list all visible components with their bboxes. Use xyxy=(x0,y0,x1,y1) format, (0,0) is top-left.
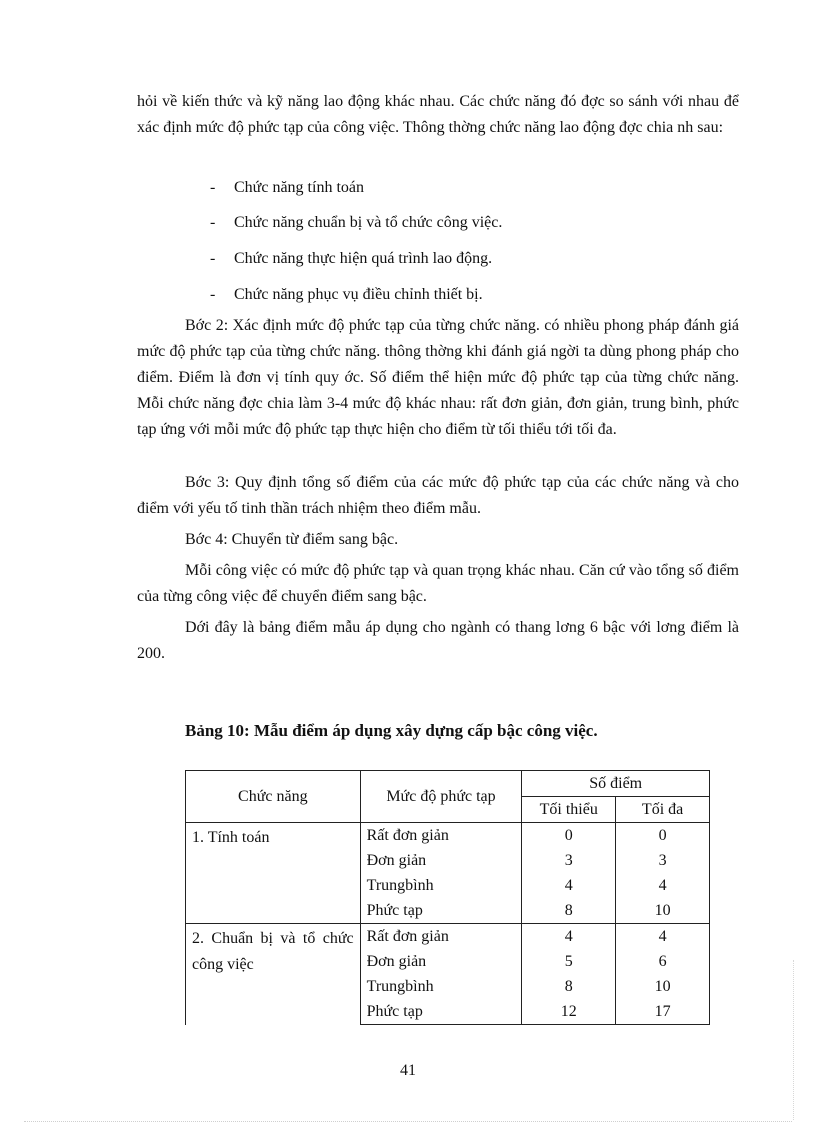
table-row xyxy=(186,924,710,950)
bullet-text: Chức năng phục vụ điều chỉnh thiết bị. xyxy=(234,286,483,303)
level-cell: Phức tạp xyxy=(360,898,522,924)
table-row xyxy=(186,823,710,849)
table-header-row xyxy=(186,771,710,797)
min-cell: 4 xyxy=(522,924,616,950)
max-cell: 17 xyxy=(616,999,710,1025)
paragraph-intro: hỏi về kiến thức và kỹ năng lao động khác nhau. Các chức năng đó đợc so sánh với nhau để xác định mức độ phức tạp của công việc. Thông thờng chức năng lao động đợc chia nh sau: xyxy=(137,93,739,136)
paragraph-step-2: Bớc 2: Xác định mức độ phức tạp của từng chức năng. có nhiều phong pháp đánh giá mức độ phức tạp của từng chức năng. thông thờng khi đánh giá ngời ta dùng phong pháp cho điểm. Điểm là đơn vị tính quy ớc. Số điểm thể hiện mức độ phức tạp của từng chức năng. Mỗi chức năng đợc chia làm 3-4 mức độ khác nhau: rất đơn giản, đơn giản, trung bình, phức tạp ứng với mỗi mức độ phức tạp thực hiện cho điểm từ tối thiểu tới tối đa. xyxy=(137,317,739,438)
level-cell: Đơn giản xyxy=(360,848,522,873)
function-cell: 2. Chuẩn bị và tổ chức công việc xyxy=(186,924,361,1025)
page-number: 41 xyxy=(400,1062,416,1079)
bullet-mark: - xyxy=(210,179,216,196)
bullet-mark: - xyxy=(210,286,216,303)
paragraph-step-3: Bớc 3: Quy định tổng số điểm của các mức độ phức tạp của các chức năng và cho điểm với yếu tố tinh thần trách nhiệm theo điểm mẫu. xyxy=(137,474,739,517)
function-cell: 1. Tính toán xyxy=(186,823,361,924)
level-cell: Rất đơn giản xyxy=(360,924,522,950)
bullet-item xyxy=(210,284,483,306)
max-cell: 10 xyxy=(616,898,710,924)
level-cell: Rất đơn giản xyxy=(360,823,522,849)
max-cell: 10 xyxy=(616,974,710,999)
bullet-text: Chức năng chuẩn bị và tổ chức công việc. xyxy=(234,214,503,231)
min-cell: 3 xyxy=(522,848,616,873)
min-cell: 4 xyxy=(522,873,616,898)
min-cell: 8 xyxy=(522,974,616,999)
max-cell: 0 xyxy=(616,823,710,849)
paragraph-table-intro: Dới đây là bảng điểm mẫu áp dụng cho ngành có thang lơng 6 bậc với lơng điểm là 200. xyxy=(137,619,739,662)
page-edge-divider xyxy=(793,960,794,1120)
min-cell: 8 xyxy=(522,898,616,924)
level-cell: Đơn giản xyxy=(360,949,522,974)
paragraph-step-4: Bớc 4: Chuyển từ điểm sang bậc. xyxy=(185,531,399,548)
level-cell: Phức tạp xyxy=(360,999,522,1025)
points-table xyxy=(185,770,710,1025)
min-cell: 12 xyxy=(522,999,616,1025)
max-cell: 3 xyxy=(616,848,710,873)
min-cell: 5 xyxy=(522,949,616,974)
level-cell: Trungbình xyxy=(360,974,522,999)
table-caption: Bảng 10: Mẫu điểm áp dụng xây dựng cấp bậc công việc. xyxy=(185,721,598,740)
page-edge-divider xyxy=(24,1121,792,1122)
bullet-mark: - xyxy=(210,214,216,231)
max-cell: 4 xyxy=(616,873,710,898)
bullet-text: Chức năng tính toán xyxy=(234,179,364,196)
max-cell: 4 xyxy=(616,924,710,950)
bullet-mark: - xyxy=(210,250,216,267)
header-min: Tối thiểu xyxy=(522,797,616,823)
level-cell: Trungbình xyxy=(360,873,522,898)
min-cell: 0 xyxy=(522,823,616,849)
header-points: Số điểm xyxy=(522,771,710,797)
bullet-item xyxy=(210,177,364,199)
paragraph-conversion: Mỗi công việc có mức độ phức tạp và quan trọng khác nhau. Căn cứ vào tổng số điểm của từng công việc để chuyển điểm sang bậc. xyxy=(137,562,739,605)
header-function: Chức năng xyxy=(186,771,361,823)
header-complexity: Mức độ phức tạp xyxy=(360,771,522,823)
bullet-text: Chức năng thực hiện quá trình lao động. xyxy=(234,250,493,267)
max-cell: 6 xyxy=(616,949,710,974)
bullet-item xyxy=(210,212,502,234)
bullet-item xyxy=(210,248,492,270)
header-max: Tối đa xyxy=(616,797,710,823)
